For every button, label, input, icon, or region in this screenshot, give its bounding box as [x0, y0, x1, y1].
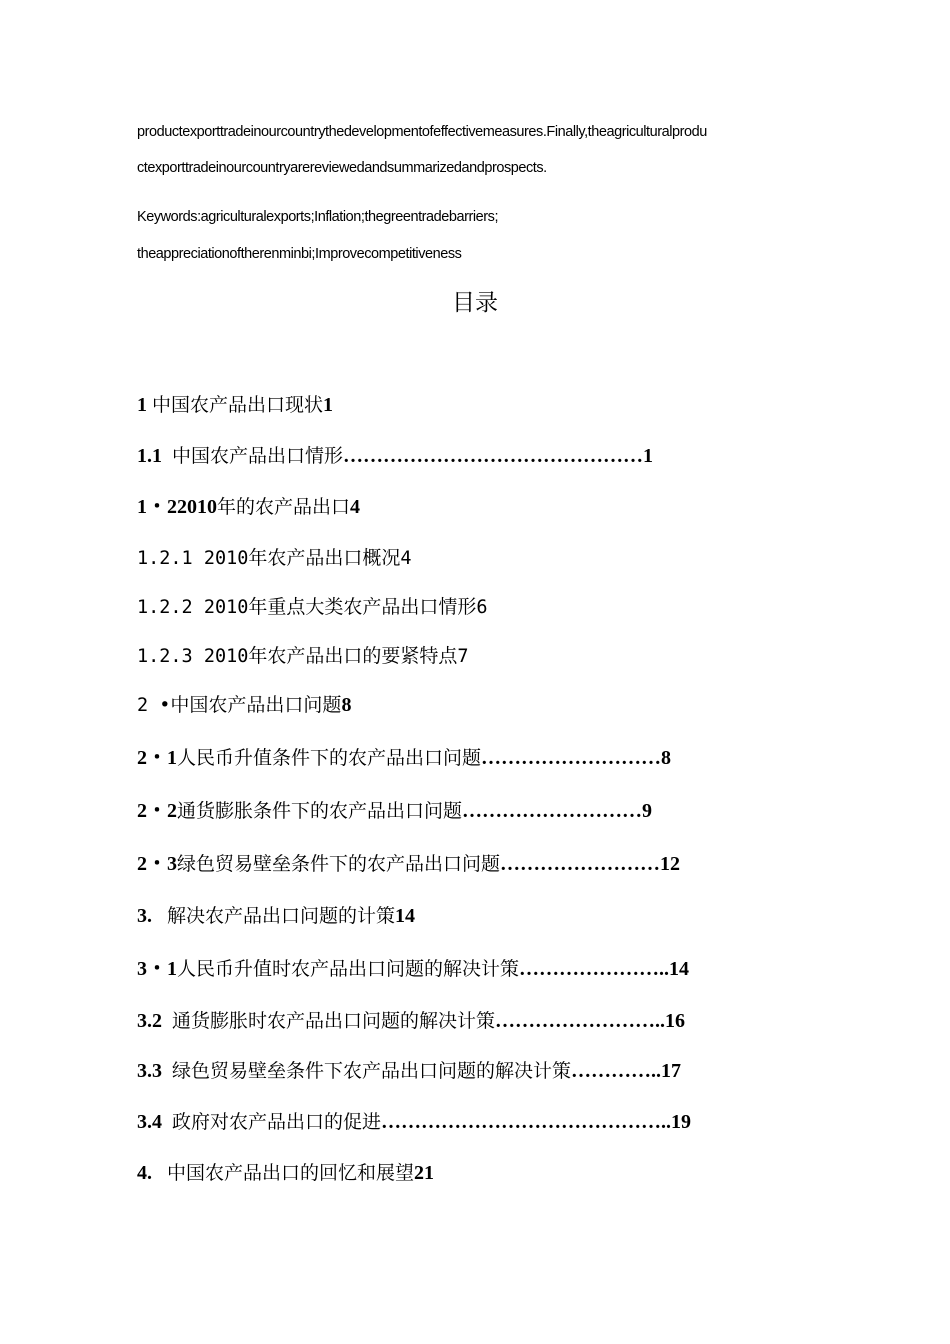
- toc-entry-page: 8: [661, 747, 672, 769]
- toc-entry[interactable]: [137, 692, 351, 719]
- toc-entry-page: 7: [457, 646, 469, 667]
- toc-entry-page: 16: [665, 1010, 686, 1032]
- toc-entry-title: 中国农产品出口现状: [152, 394, 324, 416]
- toc-entry-title: 绿色贸易壁垒条件下的农产品出口问题: [177, 853, 501, 875]
- toc-entry-title: 解决农产品出口问题的计策: [167, 905, 396, 927]
- toc-entry-leader-dots: ……………………: [500, 853, 661, 875]
- toc-entry-number: 2・2: [137, 800, 177, 822]
- toc-entry-title: 通货膨胀时农产品出口问题的解决计策: [172, 1010, 496, 1032]
- toc-entry-page: 14: [669, 958, 690, 980]
- toc-entry-page: 4: [400, 548, 412, 569]
- toc-entry-title: 年农产品出口的要紧特点: [248, 645, 458, 667]
- toc-entry-page: 6: [476, 597, 488, 618]
- toc-entry[interactable]: [137, 1160, 434, 1186]
- toc-entry-page: 21: [414, 1162, 435, 1184]
- toc-entry-number: 1.2.3 2010: [137, 646, 249, 667]
- toc-entry-leader-dots: ………………………………………: [343, 445, 644, 467]
- toc-entry-page: 4: [350, 496, 361, 518]
- toc-entry[interactable]: [137, 594, 488, 621]
- toc-entry-leader-dots: ………………………: [481, 747, 662, 769]
- toc-entry-leader-dots: …………………..: [519, 958, 670, 980]
- toc-entry[interactable]: [137, 798, 652, 824]
- toc-entry[interactable]: [137, 494, 360, 520]
- abstract-line-1: productexporttradeinourcountrythedevelopmentofeffectivemeasures.Finally,theagriculturalprodu: [137, 124, 707, 140]
- keywords-line-1: Keywords:agriculturalexports;Inflation;thegreentradebarriers;: [137, 209, 499, 225]
- toc-entry-leader-dots: ……………………..: [495, 1010, 666, 1032]
- toc-entry-number: 3.2: [137, 1010, 162, 1032]
- toc-entry-number: 3.: [137, 905, 152, 927]
- toc-entry-number: 3・1: [137, 958, 177, 980]
- keywords-line-2: theappreciationoftherenminbi;Improvecompetitiveness: [137, 246, 462, 262]
- toc-entry-number: 1・22010: [137, 496, 217, 518]
- toc-entry-number: 2・3: [137, 853, 177, 875]
- toc-entry-title: 人民币升值条件下的农产品出口问题: [177, 747, 482, 769]
- toc-entry[interactable]: [137, 1109, 691, 1135]
- toc-entry[interactable]: [137, 545, 412, 572]
- toc-entry[interactable]: [137, 1008, 685, 1034]
- toc-entry-number: 2・1: [137, 747, 177, 769]
- toc-entry-title: 政府对农产品出口的促进: [172, 1111, 382, 1133]
- toc-entry-leader-dots: ………………………: [462, 800, 643, 822]
- toc-entry-title: 年的农产品出口: [217, 496, 351, 518]
- toc-entry[interactable]: [137, 903, 415, 929]
- toc-entry-page: 8: [341, 694, 352, 716]
- toc-entry-leader-dots: ……………………………………..: [381, 1111, 672, 1133]
- toc-entry-number: 1: [137, 394, 147, 416]
- toc-entry-title: 绿色贸易壁垒条件下农产品出口问题的解决计策: [172, 1060, 572, 1082]
- abstract-line-2: ctexporttradeinourcountryarereviewedandsummarizedandprospects.: [137, 160, 547, 176]
- toc-entry-title: 中国农产品出口问题: [170, 694, 342, 716]
- toc-entry-number: 2 •: [137, 695, 171, 716]
- toc-entry-number: 3.4: [137, 1111, 162, 1133]
- toc-entry-page: 12: [660, 853, 681, 875]
- toc-entry-title: 中国农产品出口的回忆和展望: [167, 1162, 415, 1184]
- toc-entry-title: 中国农产品出口情形: [172, 445, 344, 467]
- toc-entry-leader-dots: …………..: [571, 1060, 662, 1082]
- toc-entry[interactable]: [137, 443, 653, 469]
- toc-entry-page: 17: [661, 1060, 682, 1082]
- toc-entry-title: 人民币升值时农产品出口问题的解决计策: [177, 958, 520, 980]
- toc-entry-page: 1: [643, 445, 654, 467]
- toc-entry[interactable]: [137, 956, 689, 982]
- toc-entry-page: 9: [642, 800, 653, 822]
- toc-entry-number: 1.2.1 2010: [137, 548, 249, 569]
- toc-entry-title: 年农产品出口概况: [248, 547, 401, 569]
- toc-entry-title: 通货膨胀条件下的农产品出口问题: [177, 800, 463, 822]
- toc-entry-number: 1.1: [137, 445, 162, 467]
- toc-entry[interactable]: [137, 392, 333, 418]
- toc-entry[interactable]: [137, 643, 469, 670]
- toc-entry-number: 1.2.2 2010: [137, 597, 249, 618]
- toc-entry-title: 年重点大类农产品出口情形: [248, 596, 477, 618]
- toc-entry[interactable]: [137, 851, 680, 877]
- toc-entry-page: 1: [323, 394, 334, 416]
- toc-title: 目录: [452, 290, 498, 316]
- toc-entry-page: 14: [395, 905, 416, 927]
- toc-entry-number: 3.3: [137, 1060, 162, 1082]
- toc-entry-page: 19: [671, 1111, 692, 1133]
- toc-entry[interactable]: [137, 745, 671, 771]
- toc-entry-number: 4.: [137, 1162, 152, 1184]
- toc-entry[interactable]: [137, 1058, 681, 1084]
